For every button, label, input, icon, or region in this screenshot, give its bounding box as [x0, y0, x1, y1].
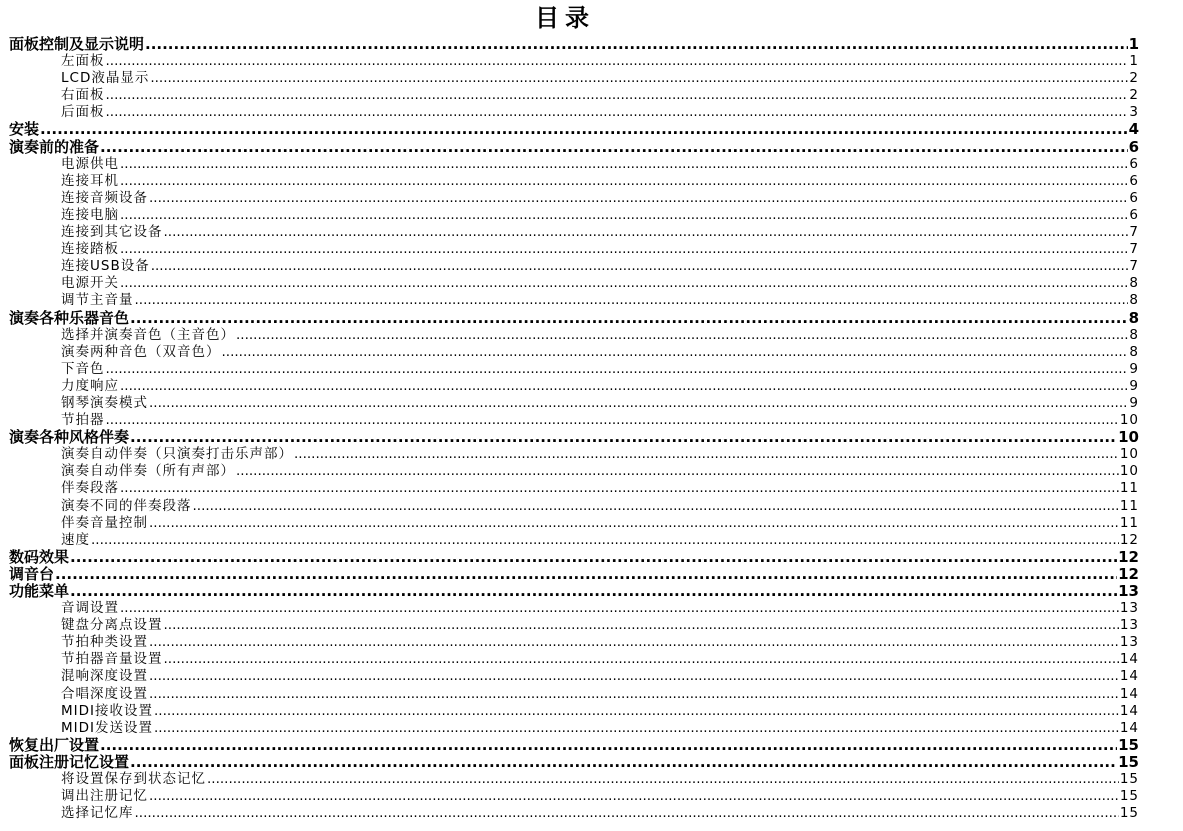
- toc-entry-title: 力度响应: [61, 377, 119, 394]
- toc-page-number: 2: [1129, 70, 1139, 87]
- toc-entry-title: 调节主音量: [61, 292, 134, 309]
- toc-page-number: 10: [1119, 463, 1139, 480]
- toc-page-number: 6: [1128, 138, 1139, 156]
- toc-page-number: 14: [1119, 685, 1139, 702]
- toc-page-number: 11: [1119, 497, 1139, 514]
- toc-entry-title: 演奏各种乐器音色: [9, 309, 130, 327]
- toc-subsection[interactable]: [9, 395, 1139, 412]
- toc-section[interactable]: [9, 139, 1139, 156]
- toc-leader-dots: [149, 668, 1119, 685]
- toc-subsection[interactable]: [9, 600, 1139, 617]
- toc-entry-title: 连接踏板: [61, 241, 119, 258]
- toc-page-number: 7: [1129, 241, 1139, 258]
- toc-entry-title: 钢琴演奏模式: [61, 394, 148, 411]
- toc-entry-title: 伴奏段落: [61, 480, 119, 497]
- toc-page-number: 4: [1128, 121, 1139, 139]
- toc-entry-title: 选择记忆库: [61, 805, 134, 822]
- toc-entry-title: 连接音频设备: [61, 189, 148, 206]
- toc-page-number: 1: [1129, 53, 1139, 70]
- toc-subsection[interactable]: [9, 668, 1139, 685]
- toc-leader-dots: [120, 156, 1128, 173]
- toc-page-number: 9: [1129, 360, 1139, 377]
- toc-entry-title: 演奏自动伴奏（所有声部）: [61, 463, 235, 480]
- toc-entry-title: 连接USB设备: [61, 258, 150, 275]
- toc-page-number: 6: [1129, 172, 1139, 189]
- toc-leader-dots: [207, 771, 1119, 788]
- toc-entry-title: 面板控制及显示说明: [9, 36, 145, 53]
- toc-subsection[interactable]: [9, 788, 1139, 805]
- toc-leader-dots: [130, 310, 1128, 327]
- toc-entry-title: 演奏前的准备: [9, 138, 100, 156]
- toc-page-number: 15: [1119, 788, 1139, 805]
- toc-page-number: 13: [1119, 617, 1139, 634]
- toc-leader-dots: [106, 361, 1129, 378]
- toc-section[interactable]: [9, 754, 1139, 771]
- toc-entry-title: 伴奏音量控制: [61, 514, 148, 531]
- toc-page-number: 2: [1129, 87, 1139, 104]
- toc-subsection[interactable]: [9, 480, 1139, 497]
- toc-entry-title: 连接到其它设备: [61, 224, 163, 241]
- toc-entry-title: 选择并演奏音色（主音色）: [61, 326, 235, 343]
- toc-leader-dots: [120, 600, 1119, 617]
- toc-entry-title: 数码效果: [9, 548, 70, 566]
- toc-entry-title: 合唱深度设置: [61, 685, 148, 702]
- toc-leader-dots: [40, 121, 1128, 138]
- toc-subsection[interactable]: [9, 703, 1139, 720]
- toc-leader-dots: [130, 754, 1117, 771]
- toc-leader-dots: [120, 275, 1128, 292]
- toc-entry-title: 后面板: [61, 104, 105, 121]
- toc-page-number: 9: [1129, 377, 1139, 394]
- toc-leader-dots: [120, 207, 1128, 224]
- toc-subsection[interactable]: [9, 532, 1139, 549]
- toc-subsection[interactable]: [9, 361, 1139, 378]
- toc-subsection[interactable]: [9, 53, 1139, 70]
- toc-entry-title: MIDI发送设置: [61, 719, 154, 736]
- toc-entry-title: 连接电脑: [61, 206, 119, 223]
- toc-entry-title: 电源供电: [61, 155, 119, 172]
- toc-subsection[interactable]: [9, 634, 1139, 651]
- toc-entry-title: 混响深度设置: [61, 668, 148, 685]
- toc-leader-dots: [294, 446, 1119, 463]
- toc-section[interactable]: [9, 549, 1139, 566]
- toc-subsection[interactable]: [9, 463, 1139, 480]
- toc-leader-dots: [106, 87, 1129, 104]
- toc-page-number: 6: [1129, 189, 1139, 206]
- toc-leader-dots: [236, 327, 1128, 344]
- toc-subsection[interactable]: [9, 190, 1139, 207]
- toc-leader-dots: [149, 395, 1128, 412]
- toc-entry-title: 右面板: [61, 87, 105, 104]
- toc-entry-title: 演奏不同的伴奏段落: [61, 497, 192, 514]
- toc-leader-dots: [106, 412, 1119, 429]
- toc-page-number: 3: [1129, 104, 1139, 121]
- toc-entry-title: 节拍种类设置: [61, 634, 148, 651]
- toc-subsection[interactable]: [9, 686, 1139, 703]
- toc-leader-dots: [120, 378, 1128, 395]
- toc-entry-title: 将设置保存到状态记忆: [61, 771, 206, 788]
- toc-entry-title: 键盘分离点设置: [61, 617, 163, 634]
- toc-leader-dots: [154, 703, 1119, 720]
- toc-subsection[interactable]: [9, 515, 1139, 532]
- toc-leader-dots: [70, 583, 1117, 600]
- toc-leader-dots: [135, 292, 1129, 309]
- toc-leader-dots: [154, 720, 1119, 737]
- toc-leader-dots: [130, 429, 1117, 446]
- toc-page-number: 8: [1129, 275, 1139, 292]
- toc-subsection[interactable]: [9, 720, 1139, 737]
- toc-subsection[interactable]: [9, 498, 1139, 515]
- toc-entry-title: 音调设置: [61, 600, 119, 617]
- toc-leader-dots: [100, 139, 1128, 156]
- toc-subsection[interactable]: [9, 87, 1139, 104]
- toc-page-number: 13: [1118, 583, 1139, 600]
- toc-subsection[interactable]: [9, 617, 1139, 634]
- toc-entry-title: 演奏各种风格伴奏: [9, 429, 130, 447]
- toc-leader-dots: [149, 190, 1128, 207]
- toc-entry-title: 节拍器: [61, 412, 105, 429]
- toc-subsection[interactable]: [9, 173, 1139, 190]
- toc-subsection[interactable]: [9, 344, 1139, 361]
- toc-subsection[interactable]: [9, 292, 1139, 309]
- toc-leader-dots: [106, 53, 1129, 70]
- toc-entry-title: 安装: [9, 121, 40, 139]
- toc-leader-dots: [145, 36, 1128, 53]
- toc-section[interactable]: [9, 583, 1139, 600]
- toc-entry-title: 演奏自动伴奏（只演奏打击乐声部）: [61, 446, 293, 463]
- toc-subsection[interactable]: [9, 207, 1139, 224]
- toc-page-number: 6: [1129, 155, 1139, 172]
- toc-subsection[interactable]: [9, 651, 1139, 668]
- toc-page-number: 14: [1119, 651, 1139, 668]
- toc-leader-dots: [120, 480, 1119, 497]
- toc-leader-dots: [70, 549, 1117, 566]
- toc-leader-dots: [135, 805, 1119, 822]
- toc-leader-dots: [120, 173, 1128, 190]
- toc-subsection[interactable]: [9, 805, 1139, 822]
- toc-leader-dots: [151, 258, 1129, 275]
- toc-subsection[interactable]: [9, 241, 1139, 258]
- toc-entry-title: 左面板: [61, 53, 105, 70]
- toc-leader-dots: [149, 634, 1119, 651]
- toc-leader-dots: [164, 617, 1119, 634]
- toc-page-number: 7: [1129, 224, 1139, 241]
- toc-leader-dots: [120, 241, 1128, 258]
- toc-page-number: 13: [1119, 634, 1139, 651]
- toc-page-number: 8: [1129, 326, 1139, 343]
- toc-leader-dots: [164, 651, 1119, 668]
- toc-subsection[interactable]: [9, 378, 1139, 395]
- toc-leader-dots: [193, 498, 1119, 515]
- toc-subsection[interactable]: [9, 771, 1139, 788]
- toc-section[interactable]: [9, 121, 1139, 138]
- table-of-contents: [9, 36, 1139, 822]
- toc-page-number: 9: [1129, 394, 1139, 411]
- toc-leader-dots: [106, 104, 1129, 121]
- toc-page-number: 8: [1128, 309, 1139, 327]
- toc-leader-dots: [55, 566, 1117, 583]
- toc-subsection[interactable]: [9, 258, 1139, 275]
- toc-subsection[interactable]: [9, 412, 1139, 429]
- toc-leader-dots: [164, 224, 1129, 241]
- toc-entry-title: 调出注册记忆: [61, 788, 148, 805]
- toc-leader-dots: [100, 737, 1117, 754]
- toc-page-number: 10: [1118, 429, 1139, 447]
- toc-leader-dots: [91, 532, 1119, 549]
- toc-subsection[interactable]: [9, 70, 1139, 87]
- toc-entry-title: 面板注册记忆设置: [9, 753, 130, 771]
- toc-page-number: 10: [1119, 412, 1139, 429]
- toc-subsection[interactable]: [9, 275, 1139, 292]
- toc-leader-dots: [236, 463, 1119, 480]
- toc-entry-title: 节拍器音量设置: [61, 651, 163, 668]
- toc-subsection[interactable]: [9, 156, 1139, 173]
- toc-page-number: 15: [1118, 736, 1139, 754]
- toc-entry-title: 演奏两种音色（双音色）: [61, 343, 221, 360]
- toc-entry-title: 下音色: [61, 360, 105, 377]
- toc-page-number: 8: [1129, 343, 1139, 360]
- toc-page-number: 13: [1119, 600, 1139, 617]
- toc-leader-dots: [149, 788, 1119, 805]
- toc-entry-title: 连接耳机: [61, 172, 119, 189]
- toc-leader-dots: [222, 344, 1129, 361]
- toc-entry-title: 调音台: [9, 565, 55, 583]
- toc-page-number: 1: [1128, 36, 1139, 53]
- toc-page-number: 14: [1119, 719, 1139, 736]
- toc-subsection[interactable]: [9, 446, 1139, 463]
- toc-page-number: 15: [1118, 753, 1139, 771]
- toc-page-number: 12: [1118, 548, 1139, 566]
- toc-page-number: 15: [1119, 805, 1139, 822]
- toc-section[interactable]: [9, 429, 1139, 446]
- toc-leader-dots: [149, 515, 1119, 532]
- toc-leader-dots: [150, 70, 1128, 87]
- toc-page-number: 14: [1119, 668, 1139, 685]
- toc-page-number: 7: [1129, 258, 1139, 275]
- toc-page-number: 11: [1119, 514, 1139, 531]
- toc-subsection[interactable]: [9, 327, 1139, 344]
- toc-page-number: 10: [1119, 446, 1139, 463]
- toc-entry-title: MIDI接收设置: [61, 702, 154, 719]
- toc-entry-title: 电源开关: [61, 275, 119, 292]
- toc-page-number: 6: [1129, 206, 1139, 223]
- toc-page-number: 12: [1119, 531, 1139, 548]
- toc-entry-title: 功能菜单: [9, 583, 70, 600]
- toc-section[interactable]: [9, 566, 1139, 583]
- toc-section[interactable]: [9, 737, 1139, 754]
- toc-section[interactable]: [9, 36, 1139, 53]
- page-title: 目录: [535, 4, 595, 32]
- toc-entry-title: 速度: [61, 531, 90, 548]
- toc-entry-title: LCD液晶显示: [61, 70, 150, 87]
- toc-page-number: 14: [1119, 702, 1139, 719]
- toc-subsection[interactable]: [9, 104, 1139, 121]
- toc-page-number: 15: [1119, 771, 1139, 788]
- toc-leader-dots: [149, 686, 1119, 703]
- toc-subsection[interactable]: [9, 224, 1139, 241]
- toc-page-number: 8: [1129, 292, 1139, 309]
- toc-page-number: 11: [1119, 480, 1139, 497]
- toc-section[interactable]: [9, 310, 1139, 327]
- toc-entry-title: 恢复出厂设置: [9, 736, 100, 754]
- toc-page-number: 12: [1118, 565, 1139, 583]
